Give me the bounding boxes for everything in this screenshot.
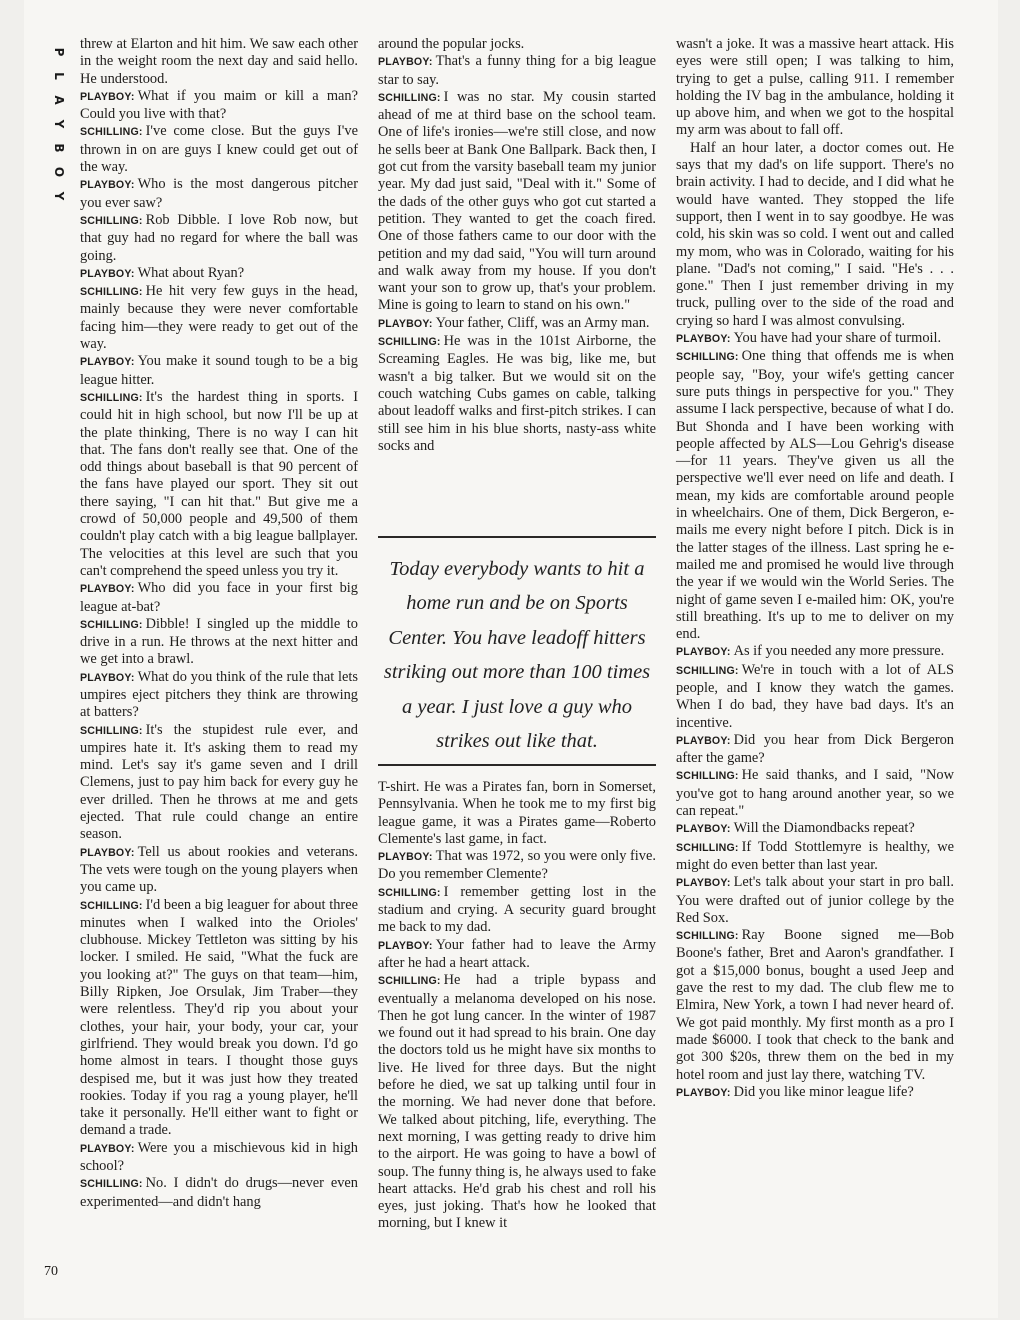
paragraph: [80, 389, 358, 580]
speaker-label: SCHILLING:: [676, 841, 739, 854]
paragraph: [80, 580, 358, 616]
paragraph: [378, 315, 656, 333]
text-column-3: [676, 36, 954, 1102]
paragraph-text: Dibble! I singled up the middle to drive in a run. He throws at the next hitter and we get into a brawl.: [80, 615, 358, 668]
side-label-letter: P: [52, 47, 66, 57]
paragraph-text: Who did you face in your first big league at-bat?: [80, 580, 358, 615]
paragraph-text: That's a funny thing for a big league star to say.: [378, 53, 656, 88]
speaker-label: PLAYBOY:: [80, 179, 135, 192]
paragraph: [80, 123, 358, 176]
paragraph-text: Half an hour later, a doctor comes out. He says that my dad's on life support. There's no brain activity. I had to decide, and I did what he would have wanted. They stopped the life support, then I went in to say goodbye. He was cold, his skin was so cold. I went out and called my mom, who was in Colorado, waiting for his plane. "Dad's not coming," I said. "He's . . . gone." Then I just remember driving in my truck, pulling over to the side of the road and crying so hard I was almost convulsing.: [676, 139, 954, 329]
paragraph-text: What do you think of the rule that lets umpires eject pitchers they think are throwing at batters?: [80, 668, 358, 721]
paragraph: [80, 897, 358, 1140]
paragraph: [378, 972, 656, 1232]
speaker-label: PLAYBOY:: [80, 1142, 135, 1155]
paragraph: [80, 265, 358, 283]
paragraph-text: He hit very few guys in the head, mainly because they were never comfortable facing him—they were ready to get out of the way.: [80, 283, 358, 353]
speaker-label: SCHILLING:: [80, 618, 143, 631]
paragraph-text: What if you maim or kill a man? Could you live with that?: [80, 87, 358, 123]
paragraph-text: wasn't a joke. It was a massive heart attack. His eyes were still open; I was talking to him, trying to get a pulse, calling 911. I remember holding the IV bag in the ambulance, holding it up above him, and when we got to the hospital my arm was about to fall off.: [676, 36, 954, 139]
paragraph-text: Will the Diamondbacks repeat?: [733, 820, 915, 837]
paragraph-text: You make it sound tough to be a big league hitter.: [80, 353, 358, 388]
pull-quote-text: Today everybody wants to hit a home run and be on Sports Center. You have leadoff hitters striking out more than 100 times a year. I just love a guy who strikes out like that.: [383, 558, 651, 753]
paragraph: [378, 937, 656, 973]
paragraph: [378, 884, 656, 937]
paragraph-text: Tell us about rookies and veterans. The vets were tough on the young players when you came up.: [80, 843, 358, 896]
text-column-2-bottom: [378, 779, 656, 1233]
paragraph: [80, 844, 358, 897]
speaker-label: SCHILLING:: [378, 336, 441, 349]
side-label-letter: L: [52, 72, 66, 80]
paragraph: [378, 779, 656, 848]
paragraph-text: One thing that offends me is when people say, "Boy, your wife's getting cancer sure puts things in perspective for you." They assume I lack perspective, because of what I do. But Shonda and I have been working with people affected by ALS—Lou Gehrig's disease—for 11 years. They've given us all the perspective we'll ever need on life and death. I mean, my kids are comfortable around people in wheelchairs. One of them, Dick Bergeron, e-mails me every night before I pitch. Dick is in the latter stages of the illness. Last spring he e-mailed me and promised he would live through the year if we would win the World Series. The night of game seven I e-mailed him: OK, you're still breathing. It's up to me to deliver on my end.: [676, 348, 954, 643]
speaker-label: SCHILLING:: [80, 126, 143, 139]
speaker-label: PLAYBOY:: [676, 1086, 731, 1099]
paragraph-text: I'd been a big leaguer for about three minutes when I walked into the Orioles' clubhouse. Mickey Tettleton was sitting by his locker. I smiled. He said, "What the fuck are you looking at?" The guys on that team—him, Billy Ripken, Joe Orsulak, Jim Traber—they were relentless. They'd rip you about your clothes, your hair, your body, your car, your girlfriend. They would break you down. I'd go home almost in tears. I thought those guys despised me, but it was just how they treated rookies. Today if you rag a young player, he'll take it personally. He'll either want to fight or demand a trade.: [80, 896, 358, 1139]
paragraph-text: What about Ryan?: [137, 264, 245, 281]
speaker-label: SCHILLING:: [378, 91, 441, 104]
paragraph: [676, 820, 954, 838]
paragraph-text: As if you needed any more pressure.: [733, 643, 945, 660]
paragraph-text: Were you a mischievous kid in high school?: [80, 1139, 358, 1174]
side-label-letter: O: [52, 166, 66, 178]
paragraph-text: We're in touch with a lot of ALS people, and I know they watch the games. When I do bad, they have bad days. It's an incentive.: [676, 661, 954, 731]
speaker-label: SCHILLING:: [80, 214, 143, 227]
speaker-label: PLAYBOY:: [80, 846, 135, 859]
speaker-label: SCHILLING:: [80, 724, 143, 737]
speaker-label: SCHILLING:: [80, 899, 143, 912]
paragraph-text: Let's talk about your start in pro ball. You were drafted out of junior college by the Red Sox.: [676, 874, 954, 926]
paragraph-text: T-shirt. He was a Pirates fan, born in Somerset, Pennsylvania. When he took me to my first big league game, it was a Pirates game—Roberto Clemente's last game, in fact.: [378, 779, 656, 847]
paragraph-text: You have had your share of turmoil.: [733, 330, 942, 347]
side-label-letter: B: [52, 143, 66, 153]
paragraph-text: Did you like minor league life?: [733, 1083, 914, 1100]
speaker-label: PLAYBOY:: [80, 583, 135, 596]
speaker-label: SCHILLING:: [676, 930, 739, 943]
speaker-label: PLAYBOY:: [80, 356, 135, 369]
text-column-2-top: [378, 36, 656, 455]
text-column-1: [80, 36, 358, 1211]
speaker-label: SCHILLING:: [378, 975, 441, 988]
pull-quote: [378, 536, 656, 766]
magazine-side-label: [48, 40, 70, 208]
paragraph: [676, 874, 954, 927]
paragraph: [378, 333, 656, 455]
paragraph: [80, 353, 358, 389]
paragraph-text: I've come close. But the guys I've thrown in on are guys I knew could get out of the way.: [80, 123, 358, 176]
paragraph-text: He said thanks, and I said, "Now you've got to hang around another year, so we can repeat.": [676, 767, 954, 820]
paragraph: [378, 53, 656, 89]
paragraph-text: He had a triple bypass and eventually a melanoma developed on his nose. Then he got lung cancer. In the winter of 1987 we found out it had spread to his brain. One day the doctors told us he might have six months to live. He lived for three days. But the night before he died, we sat up talking until four in the morning. We had never done that before. We talked about pitching, life, everything. The next morning, I was getting ready to drive him to the airport. He was going to have a bowl of soup. The funny thing is, he always used to fake heart attacks. He'd grab his chest and roll his eyes, just joking. That's how he looked that morning, but I knew it: [378, 972, 656, 1232]
paragraph: [80, 1140, 358, 1176]
paragraph: [80, 212, 358, 265]
paragraph-text: If Todd Stottlemyre is healthy, we might do even better than last year.: [676, 838, 954, 873]
speaker-label: PLAYBOY:: [80, 671, 135, 684]
paragraph-text: It's the hardest thing in sports. I could hit in high school, but now I'll be up at the plate thinking, There is no way I can hit that. The fans don't really see that. One of the odd things about baseball is that 90 percent of the fans have played our sport. They sit out there saying, "I can hit that." But give me a crowd of 50,000 people and 49,500 of them couldn't play catch with a big league ballplayer. The velocities at this level are such that you can't comprehend the speed unless you try it.: [80, 388, 358, 579]
paragraph: [378, 848, 656, 884]
speaker-label: SCHILLING:: [676, 664, 739, 677]
paragraph: [80, 1175, 358, 1211]
speaker-label: PLAYBOY:: [378, 56, 433, 69]
paragraph: [676, 839, 954, 875]
paragraph: [676, 348, 954, 643]
page-number: 70: [44, 1264, 58, 1279]
paragraph-text: Ray Boone signed me—Bob Boone's father, Bret and Aaron's grandfather. I got a $15,000 bonus, bought a used Jeep and gave the rest to my dad. The club flew me to Elmira, New York, a town I had never heard of. We got paid monthly. My first month as a pro I made $6000. I took that check to the bank and got 300 $20s, threw them on the bed in my hotel room and just lay there, watching TV.: [676, 927, 954, 1083]
paragraph: [676, 927, 954, 1084]
speaker-label: SCHILLING:: [378, 886, 441, 899]
paragraph: [676, 36, 954, 140]
paragraph: [80, 722, 358, 844]
speaker-label: PLAYBOY:: [676, 734, 731, 747]
paragraph: [676, 767, 954, 820]
speaker-label: PLAYBOY:: [676, 823, 731, 836]
paragraph: [80, 616, 358, 669]
speaker-label: PLAYBOY:: [676, 333, 731, 346]
speaker-label: PLAYBOY:: [676, 877, 731, 890]
speaker-label: PLAYBOY:: [80, 267, 135, 280]
paragraph: [676, 732, 954, 768]
paragraph-text: I was no star. My cousin started ahead of me at third base on the school team. One of life's ironies—we're still close, and now he sells beer at Bank One Ballpark. Back then, I got cut from the varsity baseball team my junior year. My dad just said, "Deal with it." Some of the dads of the other guys who got cut started a petition. They wanted to get the coach fired. One of those fathers came to our door with the petition and my dad said, "You will turn around and walk away from my house. If you don't want your son to grow up, that's your problem. Mine is going to learn to stand on his own.": [378, 88, 656, 314]
speaker-label: PLAYBOY:: [378, 851, 433, 864]
paragraph: [676, 643, 954, 661]
paragraph: [676, 1084, 954, 1102]
paragraph: [378, 89, 656, 315]
paragraph: [80, 88, 358, 124]
paragraph: [80, 176, 358, 212]
speaker-label: SCHILLING:: [676, 351, 739, 364]
paragraph-text: Your father, Cliff, was an Army man.: [435, 314, 650, 331]
paragraph-text: No. I didn't do drugs—never even experimented—and didn't hang: [80, 1175, 358, 1210]
speaker-label: PLAYBOY:: [676, 646, 731, 659]
speaker-label: SCHILLING:: [80, 391, 143, 404]
side-label-letter: Y: [52, 119, 66, 129]
paragraph: [676, 140, 954, 330]
side-label-letter: A: [52, 95, 66, 105]
speaker-label: PLAYBOY:: [378, 939, 433, 952]
paragraph-text: around the popular jocks.: [378, 36, 525, 52]
speaker-label: SCHILLING:: [676, 770, 739, 783]
paragraph-text: Who is the most dangerous pitcher you ever saw?: [80, 176, 358, 211]
paragraph: [676, 662, 954, 732]
paragraph-text: He was in the 101st Airborne, the Screaming Eagles. He was big, like me, but wasn't a big talker. But we would sit on the couch watching Cubs games on cable, talking about leadoff walks and first-pitch strikes. I can still see him in his blue shorts, nasty-ass white socks and: [378, 333, 656, 454]
speaker-label: SCHILLING:: [80, 286, 143, 299]
side-label-letter: Y: [52, 191, 66, 201]
paragraph: [80, 36, 358, 88]
paragraph-text: It's the stupidest rule ever, and umpires hate it. It's asking them to read my mind. Let's say it's game seven and I drill Clemens, just to pay him back for every guy he ever drilled. Then he throws at me and gets ejected. That rule could change an entire season.: [80, 721, 358, 843]
speaker-label: SCHILLING:: [80, 1178, 143, 1191]
paragraph-text: That was 1972, so you were only five. Do you remember Clemente?: [378, 848, 656, 883]
speaker-label: PLAYBOY:: [378, 317, 433, 330]
paragraph-text: Did you hear from Dick Bergeron after the game?: [676, 731, 954, 767]
paragraph: [80, 283, 358, 353]
paragraph-text: I remember getting lost in the stadium and crying. A security guard brought me back to my dad.: [378, 883, 656, 936]
paragraph-text: Rob Dibble. I love Rob now, but that guy had no regard for where the ball was going.: [80, 211, 358, 264]
paragraph-text: threw at Elarton and hit him. We saw each other in the weight room the next day and said hello. He understood.: [80, 36, 358, 87]
paragraph: [80, 669, 358, 722]
speaker-label: PLAYBOY:: [80, 90, 135, 103]
paragraph-text: Your father had to leave the Army after he had a heart attack.: [378, 936, 656, 971]
paragraph: [378, 36, 656, 53]
paragraph: [676, 330, 954, 348]
